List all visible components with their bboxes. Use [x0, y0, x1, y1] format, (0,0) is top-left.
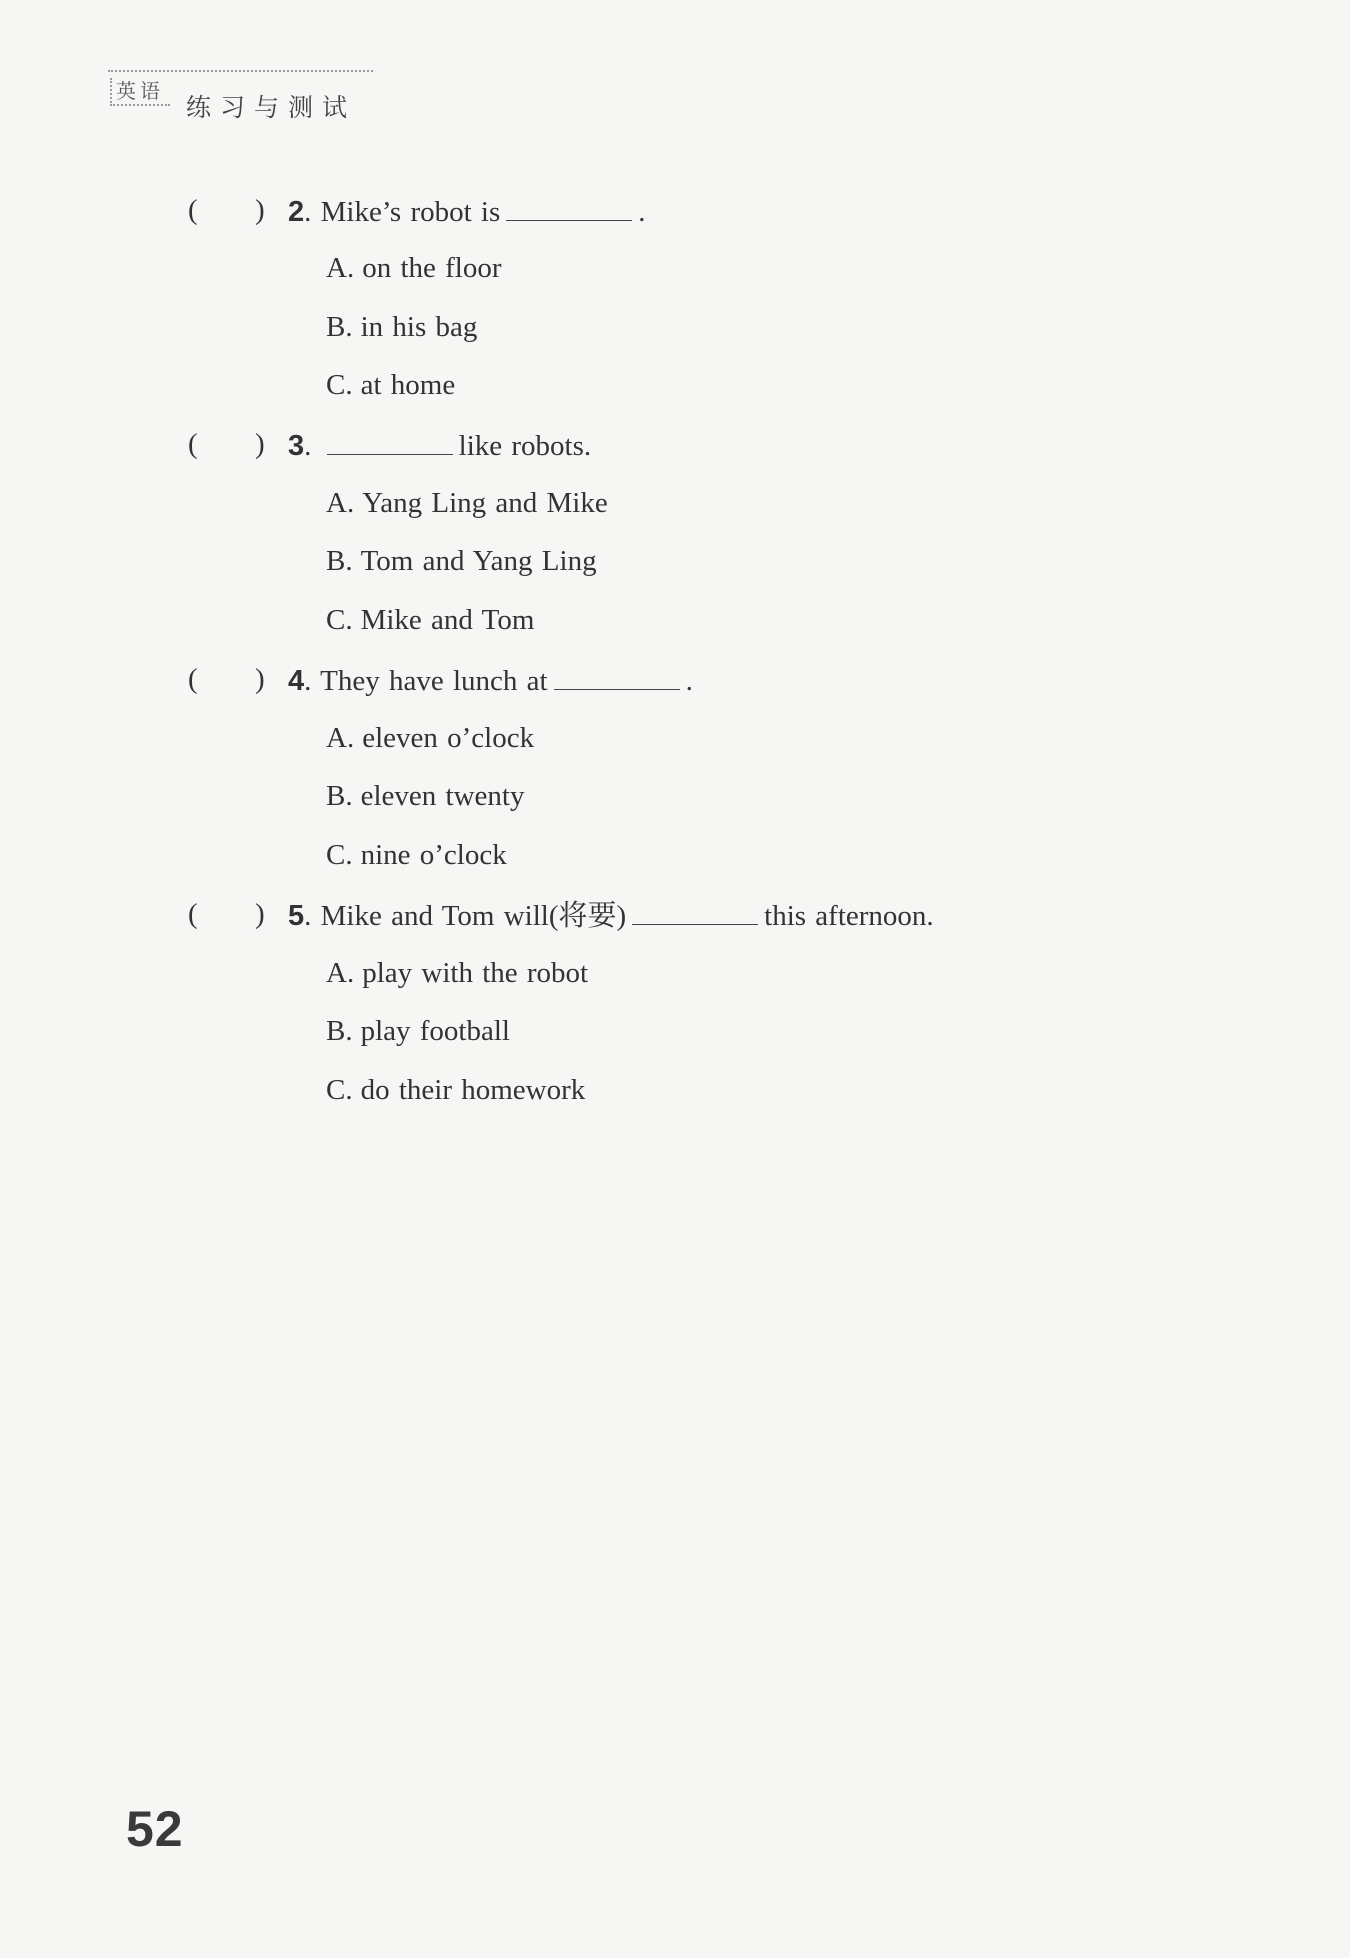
- option-text: in his bag: [360, 311, 478, 343]
- question-text-before: Mike and Tom will(将要): [320, 900, 627, 932]
- answer-blank: [554, 659, 680, 690]
- option-letter: C.: [326, 369, 353, 401]
- option-row: [326, 365, 455, 405]
- question-text-after: .: [685, 665, 693, 697]
- option-text: play with the robot: [362, 957, 589, 989]
- option-text: do their homework: [360, 1074, 586, 1106]
- option-letter: A.: [326, 487, 355, 519]
- answer-paren-close: ): [255, 663, 265, 695]
- question-4: 4. They have lunch at .: [288, 659, 693, 701]
- option-row: [326, 776, 524, 816]
- option-letter: C.: [326, 604, 353, 636]
- answer-paren-open: (: [188, 428, 198, 460]
- question-3: 3. like robots.: [288, 424, 591, 466]
- option-text: Mike and Tom: [360, 604, 535, 636]
- question-2: 2. Mike’s robot is .: [288, 190, 646, 232]
- question-text-before: They have lunch at: [320, 665, 548, 697]
- option-row: [326, 1070, 585, 1110]
- option-row: [326, 835, 507, 875]
- option-text: on the floor: [362, 252, 502, 284]
- option-text: Yang Ling and Mike: [362, 487, 608, 519]
- option-letter: B.: [326, 545, 353, 577]
- option-row: [326, 248, 502, 288]
- answer-blank: [327, 424, 453, 455]
- option-row: [326, 541, 597, 581]
- option-letter: A.: [326, 252, 355, 284]
- option-text: eleven o’clock: [362, 722, 535, 754]
- header-subject: 英语: [110, 78, 170, 106]
- header-title: 练习与测试: [186, 93, 357, 122]
- answer-paren-close: ): [255, 428, 265, 460]
- option-row: [326, 483, 608, 523]
- question-text-after: .: [638, 196, 646, 228]
- option-letter: C.: [326, 1074, 353, 1106]
- answer-blank: [506, 190, 632, 221]
- question-text-before: Mike’s robot is: [320, 196, 501, 228]
- question-text-after: this afternoon.: [764, 900, 934, 932]
- question-text-after: like robots.: [458, 430, 592, 462]
- answer-paren-close: ): [255, 898, 265, 930]
- page-header: [108, 70, 373, 120]
- header-dotted-line: [108, 70, 373, 72]
- option-text: eleven twenty: [360, 780, 525, 812]
- option-row: [326, 307, 477, 347]
- option-row: [326, 718, 534, 758]
- option-letter: B.: [326, 311, 353, 343]
- option-letter: A.: [326, 722, 355, 754]
- answer-paren-open: (: [188, 194, 198, 226]
- question-5: 5. Mike and Tom will(将要) this afternoon.: [288, 894, 934, 936]
- answer-paren-open: (: [188, 898, 198, 930]
- option-letter: A.: [326, 957, 355, 989]
- question-number: 2: [288, 196, 305, 228]
- answer-paren-open: (: [188, 663, 198, 695]
- page-number: 52: [126, 1801, 184, 1857]
- option-text: at home: [360, 369, 456, 401]
- answer-blank: [632, 894, 758, 925]
- option-text: nine o’clock: [360, 839, 507, 871]
- option-row: [326, 600, 534, 640]
- answer-paren-close: ): [255, 194, 265, 226]
- option-text: play football: [360, 1015, 510, 1047]
- option-letter: C.: [326, 839, 353, 871]
- option-row: [326, 1011, 510, 1051]
- question-number: 4: [288, 665, 305, 697]
- option-row: [326, 953, 588, 993]
- question-number: 3: [288, 430, 305, 462]
- option-letter: B.: [326, 780, 353, 812]
- option-letter: B.: [326, 1015, 353, 1047]
- question-number: 5: [288, 900, 305, 932]
- option-text: Tom and Yang Ling: [360, 545, 597, 577]
